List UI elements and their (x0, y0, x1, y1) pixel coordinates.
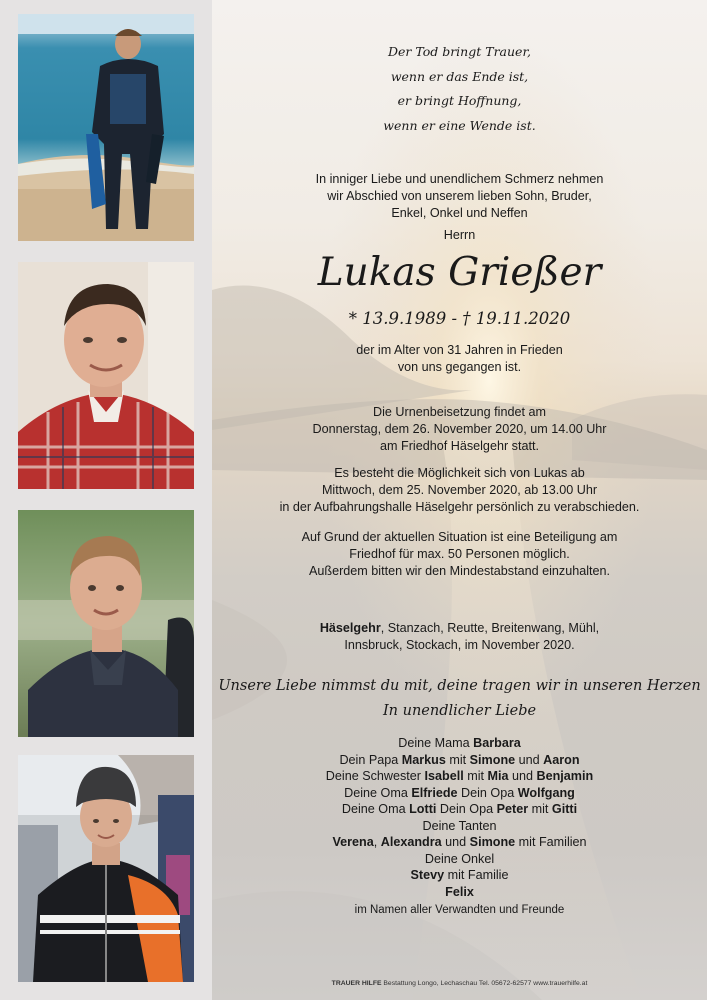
family-line (212, 735, 707, 752)
notice-line: Friedhof für max. 50 Personen möglich. (349, 547, 570, 561)
notice-line: Außerdem bitten wir den Mindestabstand einzuhalten. (308, 564, 611, 578)
family-text: mit Familien (515, 835, 587, 849)
salutation: Herrn (443, 228, 476, 242)
family-member-name: Lotti (409, 802, 437, 816)
obituary-text (212, 0, 707, 1000)
burial-line: am Friedhof Häselgehr statt. (380, 439, 539, 453)
family-text: Deine Onkel (424, 851, 495, 866)
places-line (212, 620, 707, 637)
family-member-name: Wolfgang (517, 785, 575, 800)
footer (212, 979, 707, 989)
family-member-name: Simone (469, 835, 516, 849)
places-line-2: Innsbruck, Stockach, im November 2020. (344, 638, 575, 652)
footer-brand: TRAUER HILFE (331, 980, 382, 987)
family-text: mit (528, 802, 552, 816)
age-text (212, 342, 707, 376)
viewing-line: in der Aufbahrungshalle Häselgehr persönlich zu verabschieden. (279, 500, 640, 514)
viewing-info (212, 465, 707, 516)
notice-line: Auf Grund der aktuellen Situation ist eine Beteiligung am (301, 530, 618, 544)
motto-infinite-love: In unendlicher Liebe (382, 703, 537, 719)
family-line (212, 851, 707, 868)
notice-info (212, 529, 707, 580)
burial-line: Die Urnenbeisetzung findet am (373, 405, 546, 419)
family-member-name: Mia (487, 769, 509, 783)
family-text: Deine Oma (341, 802, 410, 816)
family-member-name: Verena (332, 835, 374, 849)
intro-line: Enkel, Onkel und Neffen (391, 206, 528, 220)
intro-line: In inniger Liebe und unendlichem Schmerz nehmen (315, 172, 604, 186)
family-line (212, 801, 707, 818)
family-text: Deine Oma (344, 785, 412, 800)
family-member-name: Barbara (473, 736, 521, 750)
family-text: Deine Tanten (422, 818, 497, 833)
family-line (212, 785, 707, 802)
intro-text (212, 171, 707, 222)
family-line (212, 752, 707, 769)
family-text: Dein Opa (436, 802, 497, 816)
family-member-name: Alexandra (380, 835, 442, 849)
places-and-date (212, 620, 707, 654)
family-member-name: Isabell (424, 769, 464, 783)
closing-line: im Namen aller Verwandten und Freunde (354, 904, 565, 916)
family-text: und (515, 752, 544, 767)
age-line: von uns gegangen ist. (397, 360, 522, 374)
family-member-name: Markus (401, 752, 446, 767)
family-text: Deine Mama (398, 736, 474, 750)
poem (212, 40, 707, 138)
family-text: Dein Opa (457, 785, 518, 800)
family-text: Dein Papa (339, 752, 402, 767)
family-text: , (373, 835, 381, 849)
poem-line: wenn er das Ende ist, (390, 68, 529, 84)
family-member-name: Felix (445, 884, 474, 899)
family-member-name: Stevy (410, 868, 445, 882)
age-line: der im Alter von 31 Jahren in Frieden (356, 343, 563, 357)
family-line (212, 834, 707, 851)
life-dates: * 13.9.1989 - † 19.11.2020 (348, 309, 571, 328)
poem-line: Der Tod bringt Trauer, (387, 44, 532, 59)
photo-portrait-plaid-shirt (18, 262, 194, 489)
family-text: und (441, 835, 470, 849)
burial-line: Donnerstag, dem 26. November 2020, um 14.00 Uhr (312, 422, 607, 436)
poem-line: er bringt Hoffnung, (397, 93, 522, 108)
photo-diver-on-beach (18, 14, 194, 241)
photo-portrait-outdoors (18, 510, 194, 737)
family-text: und (508, 769, 537, 783)
burial-info (212, 404, 707, 455)
motto-love: Unsere Liebe nimmst du mit, deine tragen wir in unseren Herzen (218, 678, 701, 694)
viewing-line: Mittwoch, dem 25. November 2020, ab 13.00 Uhr (321, 483, 598, 497)
family-member-name: Aaron (543, 752, 580, 767)
family-line (212, 818, 707, 835)
family-member-name: Simone (469, 752, 516, 767)
footer-text: Bestattung Longo, Lechaschau Tel. 05672-62577 www.trauerhilfe.at (381, 980, 588, 987)
family-member-name: Benjamin (536, 769, 594, 783)
family-member-name: Gitti (551, 802, 578, 816)
viewing-line: Es besteht die Möglichkeit sich von Lukas ab (334, 466, 585, 480)
deceased-name: Lukas Grießer (317, 250, 602, 295)
family-member-name: Elfriede (411, 785, 458, 800)
family-list (212, 735, 707, 919)
family-text: mit (445, 752, 470, 767)
family-line (212, 768, 707, 785)
family-line (212, 884, 707, 901)
family-text: mit Familie (444, 868, 509, 882)
family-member-name: Peter (496, 802, 529, 816)
places-bold: Häselgehr (319, 621, 381, 635)
places-rest: , Stanzach, Reutte, Breitenwang, Mühl, (380, 621, 600, 635)
intro-line: wir Abschied von unserem lieben Sohn, Bruder, (327, 189, 592, 203)
family-line (212, 867, 707, 884)
poem-line: wenn er eine Wende ist. (383, 117, 536, 133)
photo-winter-jacket-beanie (18, 755, 194, 982)
family-text: mit (463, 769, 488, 783)
family-text: Deine Schwester (325, 769, 425, 783)
